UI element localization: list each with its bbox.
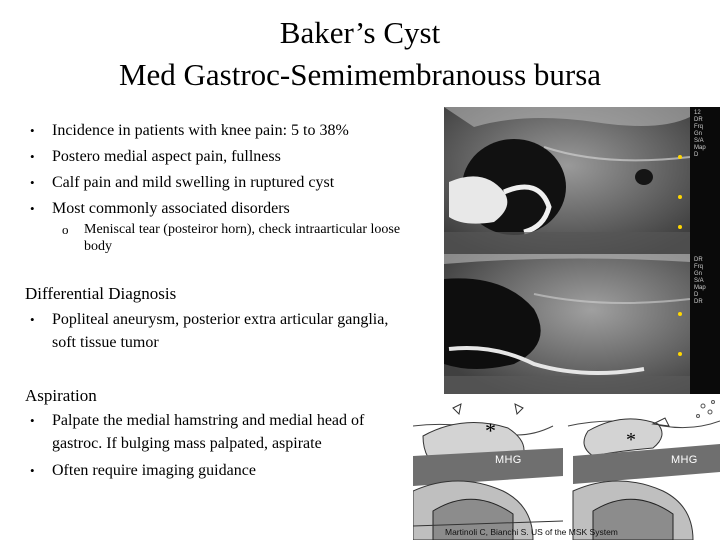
sidebar-label: S/A xyxy=(694,278,704,284)
diagram-label-mhg-left: MHG xyxy=(495,454,522,466)
title-line-2: Med Gastroc-Semimembranouss bursa xyxy=(118,57,602,92)
aspiration-list xyxy=(30,409,415,482)
sidebar-label: Gn xyxy=(694,131,703,137)
diagram-right-panel xyxy=(568,401,720,541)
ultrasound-scan-top xyxy=(444,107,720,254)
sidebar-label: Map xyxy=(694,285,706,291)
sidebar-value: 12 xyxy=(694,110,701,116)
aspiration-heading: Aspiration xyxy=(25,386,97,405)
bullet-incidence: • Incidence in patients with knee pain: 5 to 38% xyxy=(30,118,410,144)
sidebar-label: DR xyxy=(694,257,703,263)
differential-heading: Differential Diagnosis xyxy=(25,284,177,303)
anatomy-illustration xyxy=(413,396,720,540)
bullet-disorders: • Most commonly associated disorders xyxy=(30,196,410,222)
ultrasound-sidebar-top xyxy=(690,107,720,254)
sidebar-label: Map xyxy=(694,145,706,151)
bullet-calf: • Calf pain and mild swelling in ruptured cyst xyxy=(30,170,410,196)
ultrasound-image-bottom xyxy=(444,254,720,394)
anatomy-diagram xyxy=(413,396,720,540)
sidebar-label: Frq xyxy=(694,124,703,130)
sidebar-label: S/A xyxy=(694,138,704,144)
sub-bullet-meniscal: o Meniscal tear (posteiror horn), check intraarticular loose body xyxy=(62,221,429,255)
diagram-star-left: * xyxy=(485,418,496,443)
ultrasound-sidebar-bottom xyxy=(690,254,720,394)
image-citation: Martinoli C, Bianchi S. US of the MSK System xyxy=(445,527,618,537)
diagram-label-mhg-right: MHG xyxy=(671,454,698,466)
bullet-pain: • Postero medial aspect pain, fullness xyxy=(30,144,410,170)
slide-title xyxy=(0,12,720,96)
differential-list xyxy=(30,308,400,354)
sidebar-label: Frq xyxy=(694,264,703,270)
bullet-palpate: • Palpate the medial hamstring and medial head of gastroc. If bulging mass palpated, aspirate xyxy=(30,409,415,455)
main-bullet-list xyxy=(30,118,410,222)
sidebar-label: D xyxy=(694,152,699,158)
diagram-star-right: * xyxy=(626,429,636,451)
sidebar-label: Gn xyxy=(694,271,703,277)
ultrasound-scan-bottom xyxy=(444,254,720,394)
sidebar-label: DR xyxy=(694,117,703,123)
title-line-1: Baker’s Cyst xyxy=(279,15,441,50)
bullet-imaging: • Often require imaging guidance xyxy=(30,459,415,482)
ultrasound-image-top xyxy=(444,107,720,254)
bullet-differential: • Popliteal aneurysm, posterior extra articular ganglia, soft tissue tumor xyxy=(30,308,400,354)
sidebar-label: DR xyxy=(694,299,703,305)
sidebar-label: D xyxy=(694,292,699,298)
